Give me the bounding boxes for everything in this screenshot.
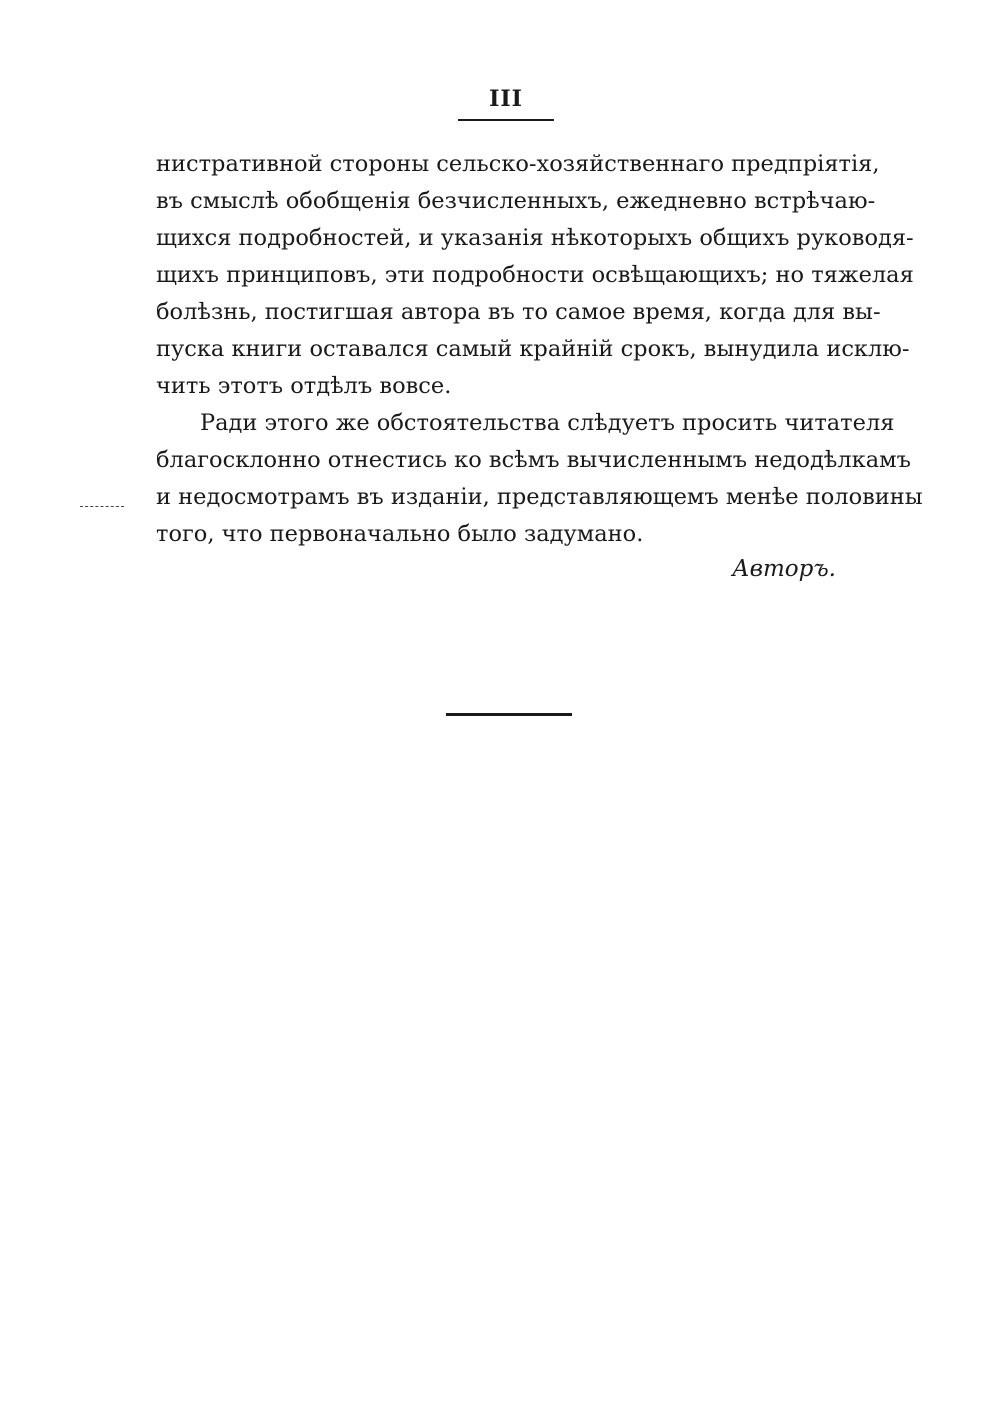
text-line: болѣзнь, постигшая автора въ то самое время, когда для вы-	[156, 299, 881, 325]
text-line: щихся подробностей, и указанія нѣкоторыхъ общихъ руководя-	[156, 225, 914, 251]
paragraph-1	[156, 146, 914, 405]
text-line: и недосмотрамъ въ изданіи, представляющемъ менѣе половины	[156, 484, 923, 510]
text-line: чить этотъ отдѣлъ вовсе.	[156, 373, 452, 399]
text-line: щихъ принциповъ, эти подробности освѣщающихъ; но тяжелая	[156, 262, 914, 288]
margin-mark	[80, 506, 124, 508]
text-line: того, что первоначально было задумано.	[156, 521, 644, 547]
header-rule	[458, 119, 554, 121]
footer-rule	[446, 713, 572, 716]
text-line: въ смыслѣ обобщенія безчисленныхъ, ежедневно встрѣчаю-	[156, 188, 876, 214]
page-number: III	[489, 86, 523, 112]
text-line: нистративной стороны сельско-хозяйственнаго предпріятія,	[156, 151, 880, 177]
text-line: пуска книги оставался самый крайній срокъ, вынудила исклю-	[156, 336, 910, 362]
body-text	[156, 146, 923, 553]
text-line: Ради этого же обстоятельства слѣдуетъ просить читателя	[200, 410, 895, 436]
signature: Авторъ.	[732, 556, 836, 582]
text-line: благосклонно отнестись ко всѣмъ вычисленнымъ недодѣлкамъ	[156, 447, 911, 473]
paragraph-2	[156, 405, 923, 553]
